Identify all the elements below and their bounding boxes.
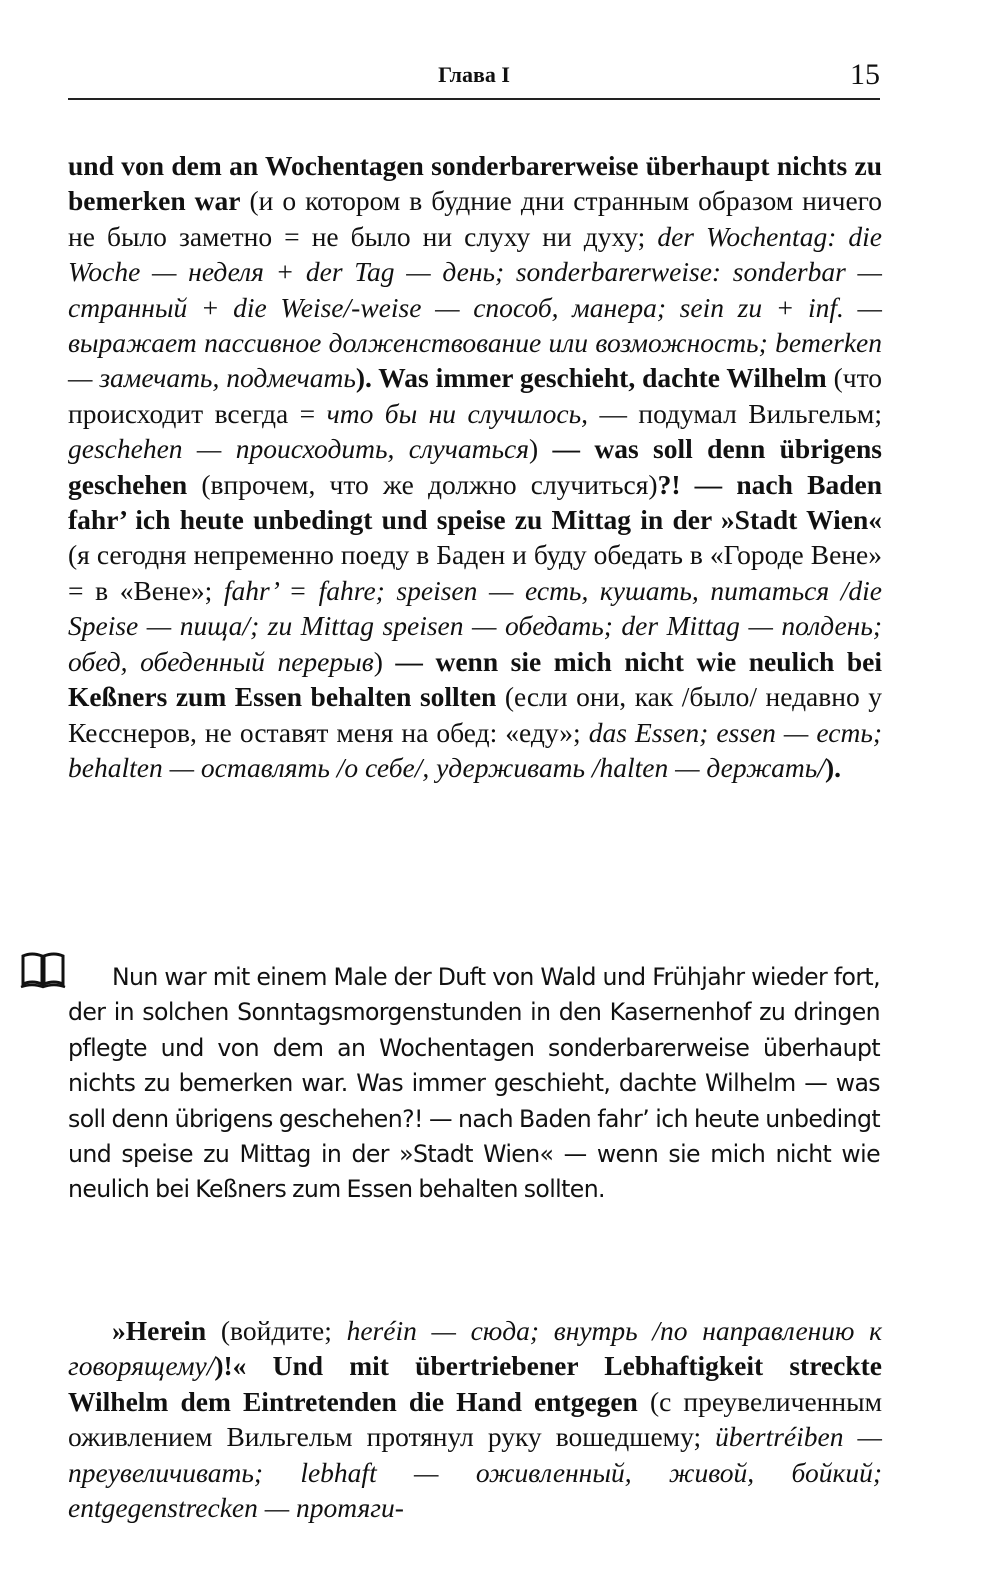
page-number: 15 <box>850 58 880 91</box>
german-phrase: ?! — nach Baden fahr’ ich heute unbedingt und speise zu Mittag in der »Stadt Wien« <box>68 468 882 536</box>
vocabulary-note: der Wochentag: die Woche — неделя + der Tag — день; sonderbarerweise: sonderbar — странный + die Weise/-weise — способ, манера; sein zu + inf. — выражает пассивное долженствование или возможность; bemerken — замечать, подмечать <box>68 220 882 394</box>
chapter-title: Глава I <box>438 62 510 87</box>
vocabulary-note: heréin — сюда; внутрь /по направлению к говорящему/ <box>68 1315 882 1382</box>
vocabulary-note: geschehen — происходить, случаться <box>68 433 529 465</box>
vocabulary-note: что бы ни случилось, <box>326 397 589 429</box>
german-phrase: )!« Und mit übertriebener Lebhaftigkeit streckte Wilhelm dem Eintretenden die Hand entgegen <box>68 1350 882 1417</box>
german-phrase: ). Was immer geschieht, dachte Wilhelm <box>355 362 827 394</box>
original-text-paragraph: Nun war mit einem Male der Duft von Wald und Frühjahr wieder fort, der in solchen Sonntagsmorgenstunden in den Kasernenhof zu dringen pflegte und von dem an Wochentagen sonderbarerweise überhaupt nichts zu bemerken war. Was immer geschieht, dachte Wilhelm — was soll denn übrigens geschehen?! — nach Baden fahr’ ich heute unbedingt und speise zu Mittag in der »Stadt Wien« — wenn sie mich nicht wie neulich bei Keßners zum Essen behalten sollten. <box>68 963 880 1204</box>
german-phrase: — was soll denn übrigens geschehen <box>68 433 882 500</box>
russian-translation: (что происходит всегда = <box>68 362 882 429</box>
commentary-paragraph-1 <box>68 148 882 785</box>
russian-translation: (впрочем, что же должно случиться) <box>187 468 658 500</box>
running-header <box>68 58 880 100</box>
russian-translation: (если они, как /было/ недавно у Кесснеров, не оставят меня на обед: «еду»; <box>68 681 883 748</box>
russian-translation: (и о котором в будние дни странным образом ничего не было заметно = не было ни слуху ни духу; <box>68 185 882 252</box>
german-phrase: »Herein <box>112 1315 207 1346</box>
vocabulary-note: übertréiben — преувеличивать; lebhaft — оживленный, живой, бойкий; entgegenstrecken — протяги- <box>68 1421 882 1524</box>
punctuation: ) <box>529 433 539 465</box>
russian-translation: — подумал Вильгельм; <box>588 397 882 429</box>
punctuation: ) <box>373 645 383 677</box>
russian-translation: (я сегодня непременно поеду в Баден и буду обедать в «Городе Вене» = в «Вене»; <box>68 539 882 606</box>
punctuation: ). <box>824 751 841 783</box>
vocabulary-note: das Essen; essen — есть; behalten — оставлять /о себе/, удерживать /halten — держать/ <box>68 716 883 783</box>
russian-translation: (с преувеличенным оживлением Вильгельм протянул руку вошедшему; <box>68 1385 882 1453</box>
vocabulary-note: fahr’ = fahre; speisen — есть, кушать, питаться /die Speise — пища/; zu Mittag speisen — обедать; der Mittag — полдень; обед, обеденный перерыв <box>68 574 882 677</box>
russian-translation: (войдите; <box>206 1315 347 1346</box>
commentary-paragraph-2 <box>68 1313 882 1525</box>
german-phrase: und von dem an Wochentagen sonderbarerweise überhaupt nichts zu bemerken war <box>68 150 882 217</box>
german-phrase: — wenn sie mich nicht wie neulich bei Keßners zum Essen behalten sollten <box>68 645 883 713</box>
open-book-icon <box>20 950 66 990</box>
